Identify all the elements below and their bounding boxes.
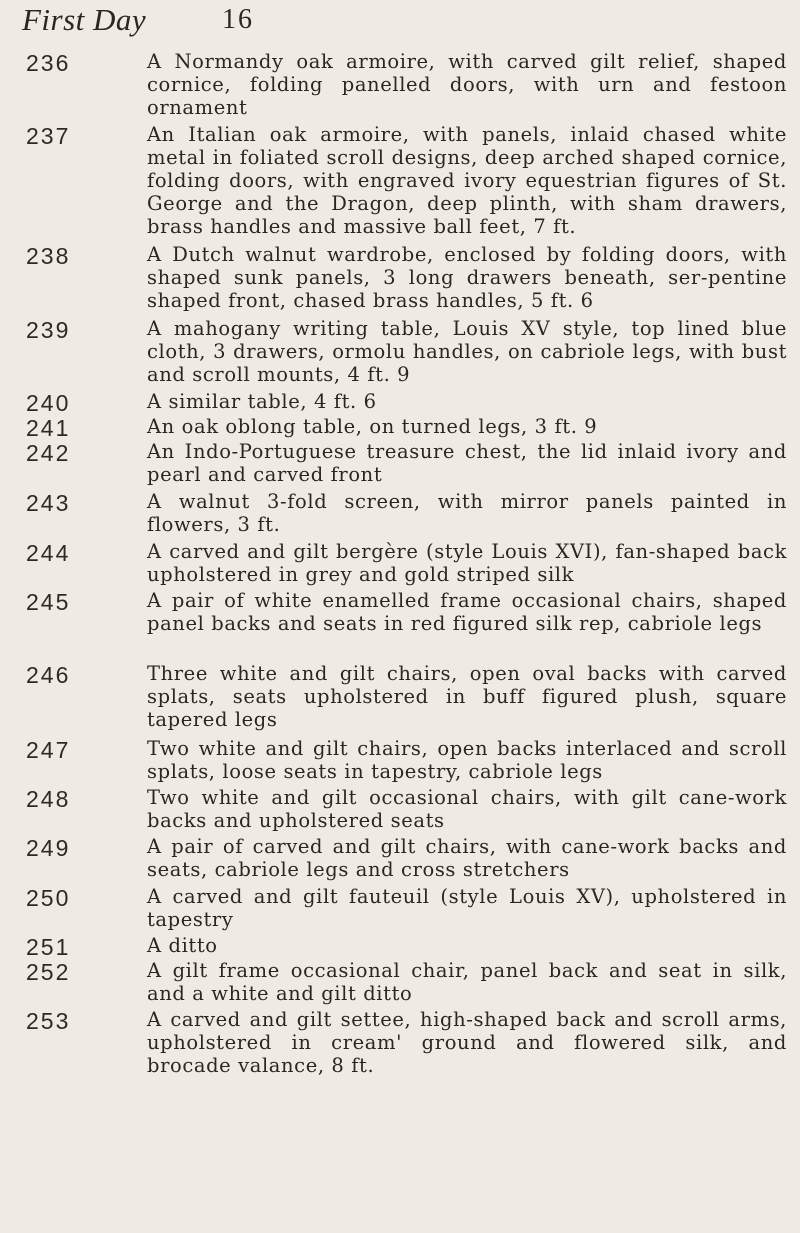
lot-number: 244 — [26, 540, 71, 566]
lot-number: 248 — [26, 786, 71, 812]
lot-description: A Normandy oak armoire, with carved gilt relief, shaped cornice, folding panelled doors, with urn and festoon ornament — [147, 50, 787, 119]
lot-number: 253 — [26, 1008, 71, 1034]
lot-description: A pair of white enamelled frame occasional chairs, shaped panel backs and seats in red figured silk rep, cabriole legs — [147, 589, 787, 635]
lot-number: 252 — [26, 959, 71, 985]
lot-number: 237 — [26, 123, 71, 149]
lot-description: A mahogany writing table, Louis XV style, top lined blue cloth, 3 drawers, ormolu handles, on cabriole legs, with bust and scroll mounts, 4 ft. 9 — [147, 317, 787, 386]
lot-number: 242 — [26, 440, 71, 466]
lot-description: Two white and gilt occasional chairs, with gilt cane-work backs and upholstered seats — [147, 786, 787, 832]
lot-number: 249 — [26, 835, 71, 861]
lot-description: A ditto — [147, 934, 218, 957]
lot-description: A pair of carved and gilt chairs, with cane-work backs and seats, cabriole legs and cross stretchers — [147, 835, 787, 881]
lot-description: A Dutch walnut wardrobe, enclosed by folding doors, with shaped sunk panels, 3 long drawers beneath, ser-pentine shaped front, chased brass handles, 5 ft. 6 — [147, 243, 787, 312]
lot-description: An Indo-Portuguese treasure chest, the lid inlaid ivory and pearl and carved front — [147, 440, 787, 486]
lot-number: 241 — [26, 415, 71, 441]
running-title: First Day — [22, 2, 147, 37]
page-number: 16 — [222, 4, 254, 35]
lot-description: An Italian oak armoire, with panels, inlaid chased white metal in foliated scroll designs, deep arched shaped cornice, folding doors, with engraved ivory equestrian figures of St. George and the Dragon, deep plinth, with sham drawers, brass handles and massive ball feet, 7 ft. — [147, 123, 787, 238]
lot-number: 246 — [26, 662, 71, 688]
lot-number: 236 — [26, 50, 71, 76]
lot-description: A gilt frame occasional chair, panel back and seat in silk, and a white and gilt ditto — [147, 959, 787, 1005]
lot-description: A carved and gilt bergère (style Louis XVI), fan-shaped back upholstered in grey and gold striped silk — [147, 540, 787, 586]
lot-number: 243 — [26, 490, 71, 516]
lot-number: 247 — [26, 737, 71, 763]
page-header — [22, 2, 780, 38]
lot-description: A walnut 3-fold screen, with mirror panels painted in flowers, 3 ft. — [147, 490, 787, 536]
lot-description: A similar table, 4 ft. 6 — [147, 390, 377, 413]
lot-number: 239 — [26, 317, 71, 343]
lot-number: 245 — [26, 589, 71, 615]
lot-description: A carved and gilt fauteuil (style Louis XV), upholstered in tapestry — [147, 885, 787, 931]
lot-number: 238 — [26, 243, 71, 269]
lot-description: A carved and gilt settee, high-shaped back and scroll arms, upholstered in cream' ground and flowered silk, and brocade valance, 8 ft. — [147, 1008, 787, 1077]
lot-description: An oak oblong table, on turned legs, 3 ft. 9 — [147, 415, 598, 438]
lot-number: 250 — [26, 885, 71, 911]
lot-number: 240 — [26, 390, 71, 416]
lot-description: Two white and gilt chairs, open backs interlaced and scroll splats, loose seats in tapestry, cabriole legs — [147, 737, 787, 783]
lot-number: 251 — [26, 934, 71, 960]
lot-description: Three white and gilt chairs, open oval backs with carved splats, seats upholstered in buff figured plush, square tapered legs — [147, 662, 787, 731]
